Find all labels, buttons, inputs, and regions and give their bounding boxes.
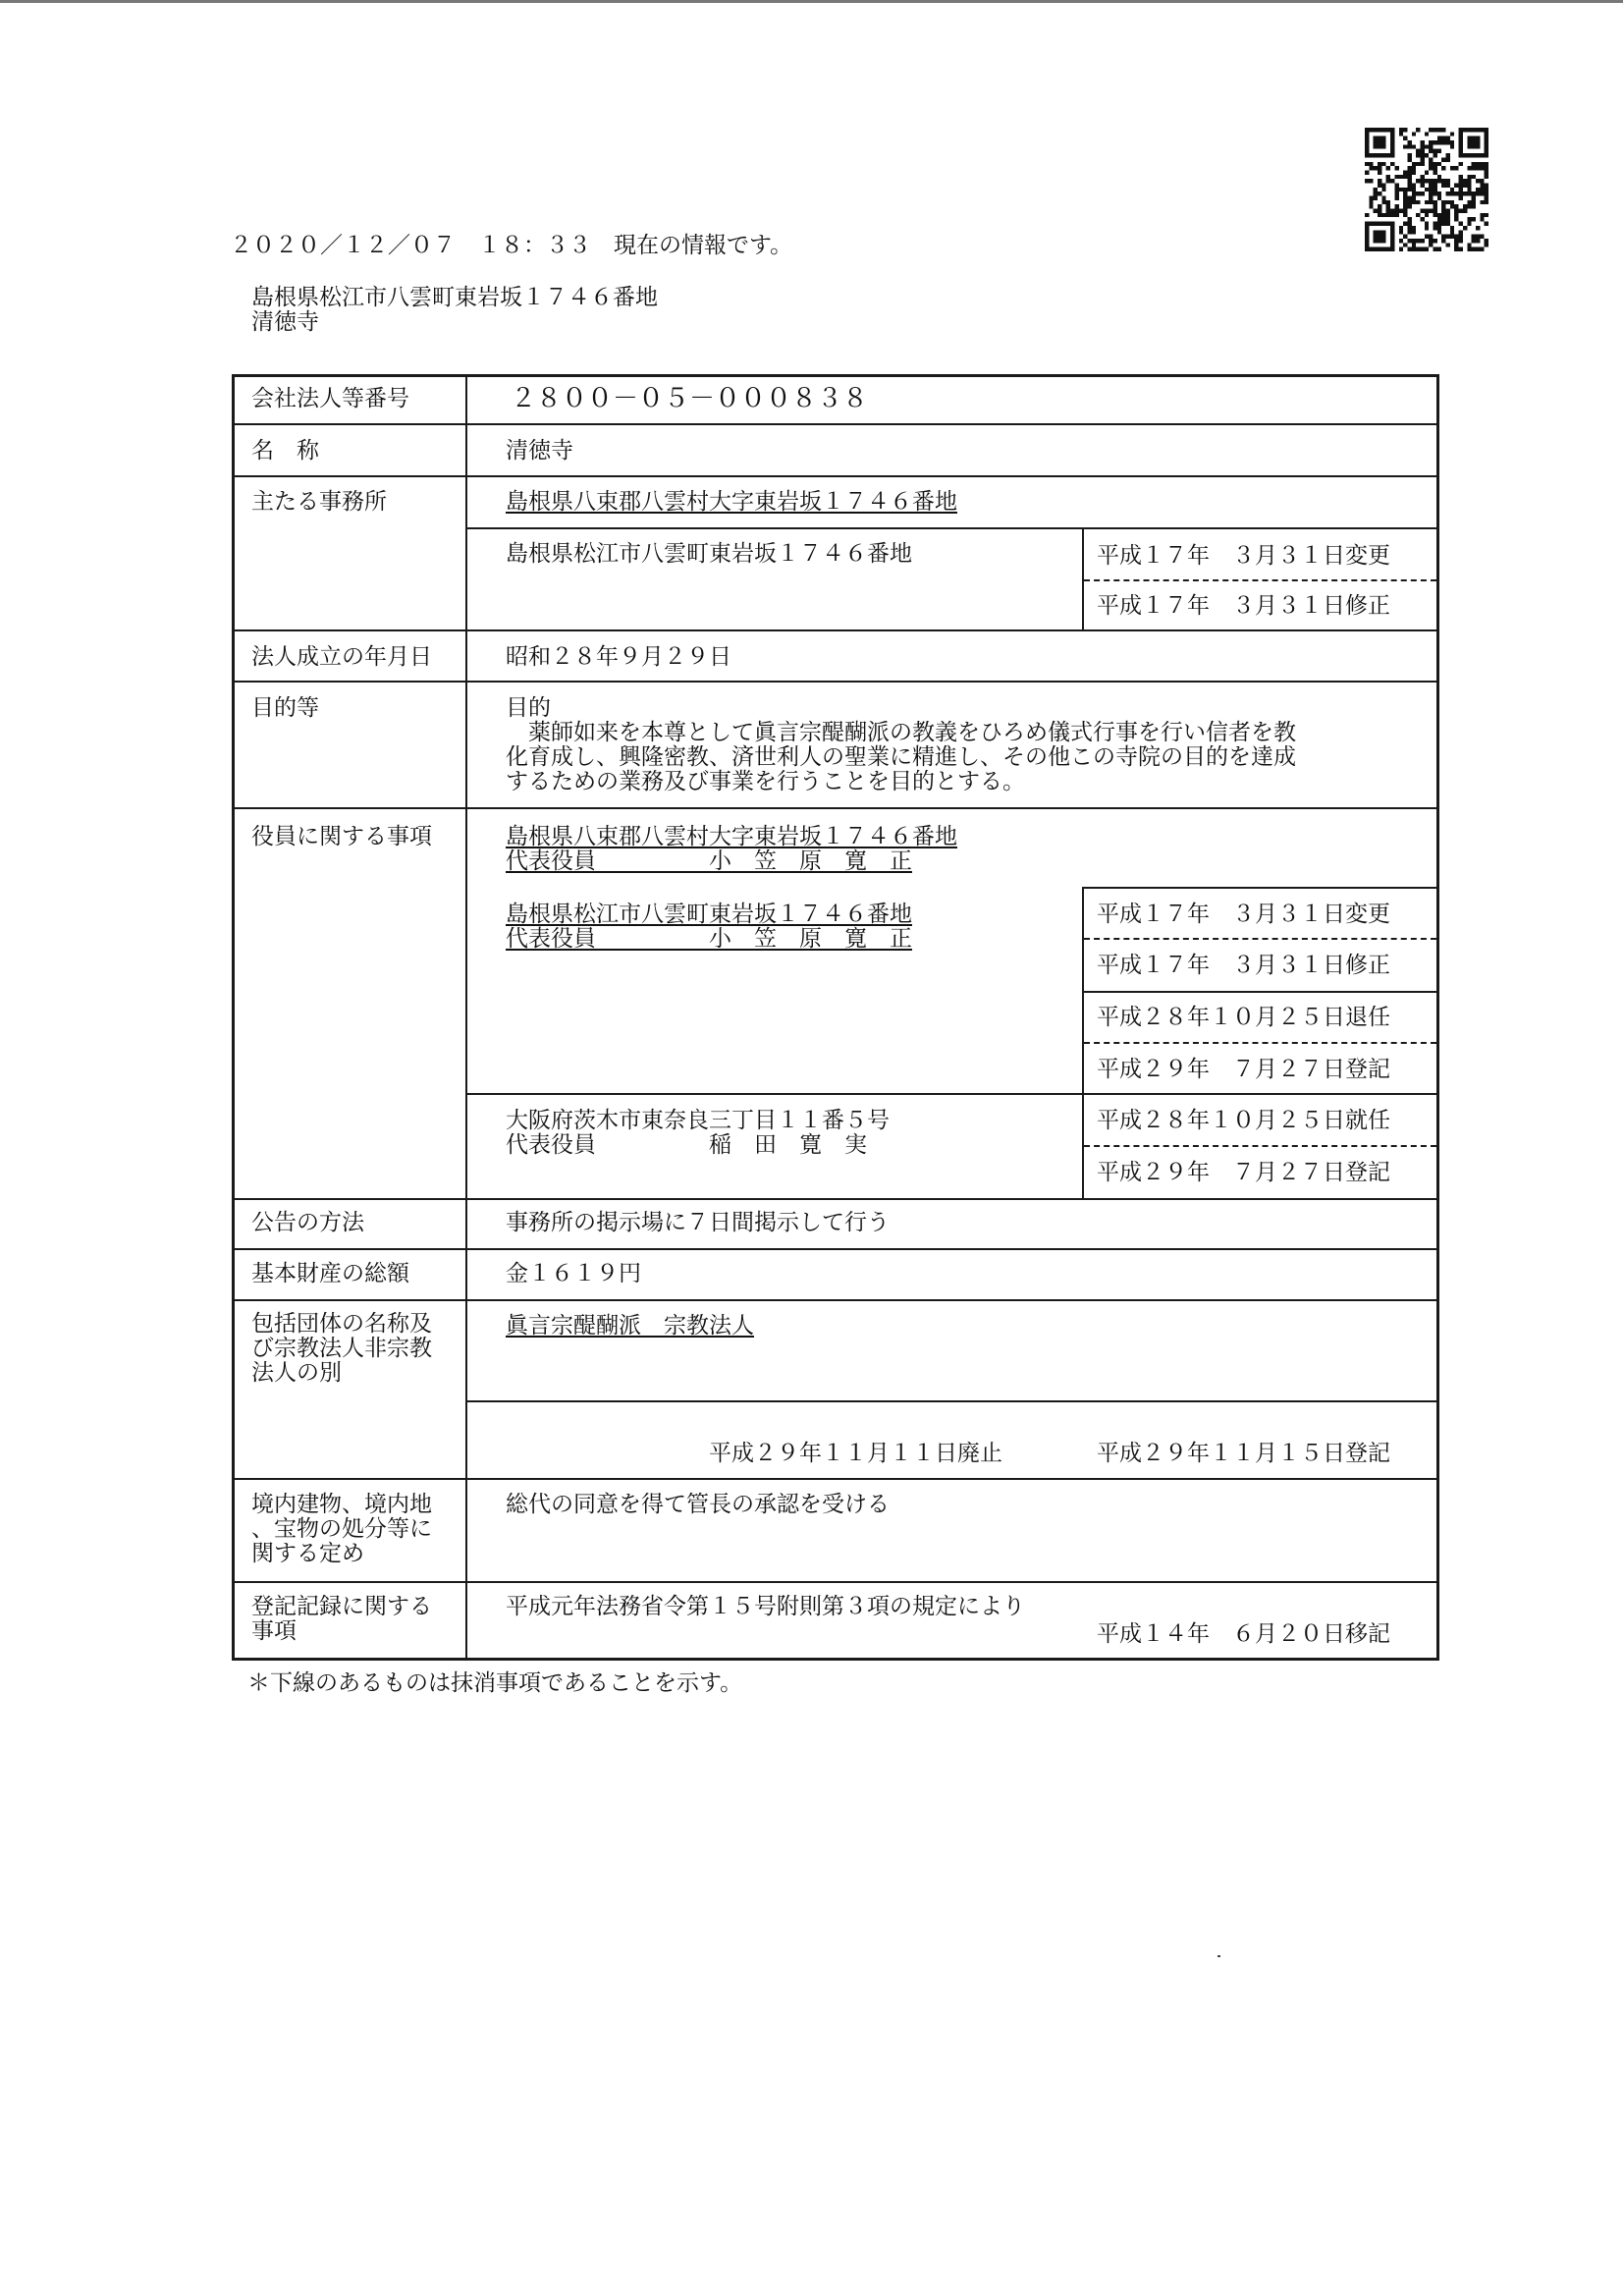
purpose-line-3: するための業務及び事業を行うことを目的とする。	[506, 769, 1025, 794]
officer2-date-resign: 平成２８年１０月２５日退任	[1097, 1005, 1390, 1030]
record-date: 平成１４年 ６月２０日移記	[1097, 1621, 1390, 1647]
label-main-office: 主たる事務所	[251, 489, 387, 515]
label-disposal-2: 、宝物の処分等に	[251, 1516, 432, 1542]
label-record-2: 事項	[251, 1618, 297, 1644]
basic-assets-value: 金１６１９円	[506, 1261, 641, 1286]
purpose-heading: 目的	[506, 695, 551, 721]
label-purpose: 目的等	[251, 695, 319, 721]
notice-method-value: 事務所の掲示場に７日間掲示して行う	[506, 1210, 890, 1235]
label-group-2: び宗教法人非宗教	[251, 1336, 432, 1361]
officer2-role: 代表役員 小 笠 原 寛 正	[506, 926, 912, 952]
officer1-address: 島根県八束郡八雲村大字東岩坂１７４６番地	[506, 824, 957, 849]
corp-number-value: ２８００－０５－０００８３８	[511, 384, 869, 413]
officer3-role: 代表役員 稲 田 寛 実	[506, 1132, 867, 1158]
timestamp-line: ２０２０／１２／０７ １８：３３ 現在の情報です。	[230, 233, 793, 258]
officer3-date-register: 平成２９年 ７月２７日登記	[1097, 1160, 1390, 1185]
label-basic-assets: 基本財産の総額	[251, 1261, 409, 1286]
officer2-address: 島根県松江市八雲町東岩坂１７４６番地	[506, 902, 912, 927]
officer1-role: 代表役員 小 笠 原 寛 正	[506, 848, 912, 874]
group-registered-date: 平成２９年１１月１５日登記	[1097, 1441, 1390, 1466]
group-abolished-date: 平成２９年１１月１１日廃止	[709, 1441, 1002, 1466]
qr-code-icon	[1365, 128, 1488, 251]
officer2-date-register: 平成２９年 ７月２７日登記	[1097, 1057, 1390, 1082]
header-name: 清徳寺	[251, 309, 319, 335]
label-group-1: 包括団体の名称及	[251, 1311, 432, 1337]
label-group-3: 法人の別	[251, 1360, 342, 1386]
disposal-value: 総代の同意を得て管長の承認を受ける	[506, 1492, 890, 1517]
purpose-line-2: 化育成し、興隆密教、済世利人の聖業に精進し、その他この寺院の目的を達成	[506, 744, 1296, 770]
label-corp-number: 会社法人等番号	[251, 386, 409, 411]
label-disposal-3: 関する定め	[251, 1541, 364, 1566]
label-officers: 役員に関する事項	[251, 824, 432, 849]
office-old-address: 島根県八束郡八雲村大字東岩坂１７４６番地	[506, 489, 957, 515]
officer3-date-appoint: 平成２８年１０月２５日就任	[1097, 1108, 1390, 1133]
label-notice-method: 公告の方法	[251, 1210, 364, 1235]
label-record-1: 登記記録に関する	[251, 1594, 432, 1619]
office-date-correct: 平成１７年 ３月３１日修正	[1097, 593, 1390, 619]
established-value: 昭和２８年９月２９日	[506, 644, 731, 670]
office-new-address: 島根県松江市八雲町東岩坂１７４６番地	[506, 541, 912, 567]
scan-speck	[1217, 1955, 1220, 1957]
label-disposal-1: 境内建物、境内地	[251, 1492, 432, 1517]
office-date-change: 平成１７年 ３月３１日変更	[1097, 543, 1390, 569]
scan-edge	[0, 0, 1623, 3]
label-established: 法人成立の年月日	[251, 644, 432, 670]
officer2-date-change: 平成１７年 ３月３１日変更	[1097, 902, 1390, 927]
officer3-address: 大阪府茨木市東奈良三丁目１１番５号	[506, 1108, 890, 1133]
header-address: 島根県松江市八雲町東岩坂１７４６番地	[251, 285, 658, 310]
name-value: 清徳寺	[506, 438, 573, 464]
record-text: 平成元年法務省令第１５号附則第３項の規定により	[506, 1594, 1025, 1619]
label-name: 名 称	[251, 438, 319, 464]
footnote: ＊下線のあるものは抹消事項であることを示す。	[247, 1670, 743, 1696]
officer2-date-correct: 平成１７年 ３月３１日修正	[1097, 953, 1390, 978]
purpose-line-1: 薬師如来を本尊として眞言宗醍醐派の教義をひろめ儀式行事を行い信者を教	[506, 720, 1296, 745]
group-value: 眞言宗醍醐派 宗教法人	[506, 1313, 754, 1339]
